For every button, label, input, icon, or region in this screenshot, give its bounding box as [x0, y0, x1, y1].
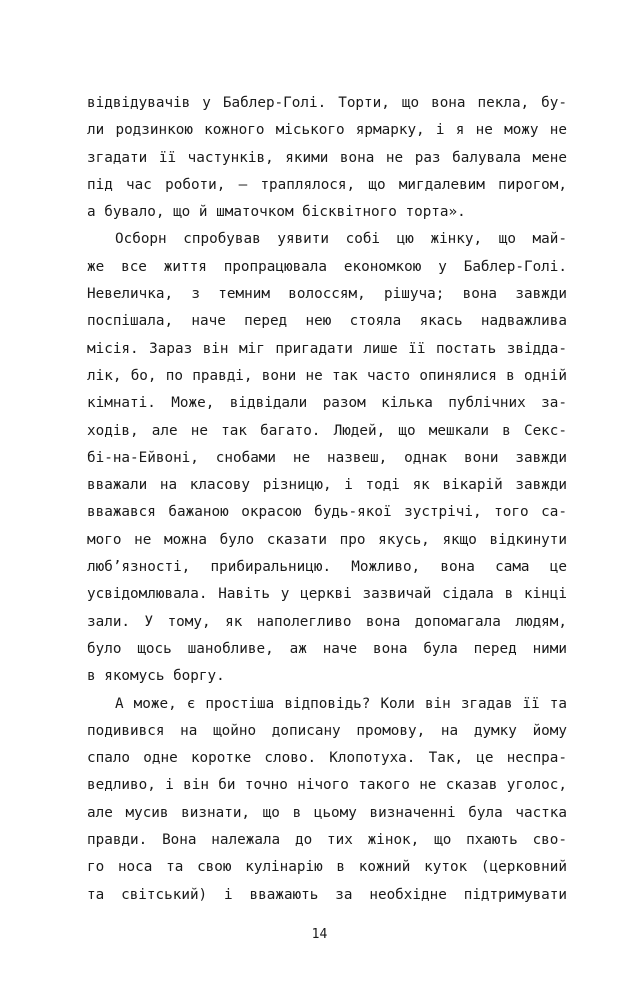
text-line: правди. Вона належала до тих жінок, що пхають сво-: [87, 832, 567, 849]
text-line: вважався бажаною окрасою будь-якої зустрічі, того са-: [87, 504, 567, 521]
text-line: відвідувачів у Баблер-Голі. Торти, що вона пекла, бу-: [87, 95, 567, 111]
text-line: спало одне коротке слово. Клопотуха. Так, це неспра-: [87, 750, 567, 767]
text-line: лік, бо, по правді, вони не так часто опинялися в одній: [87, 367, 567, 384]
text-line: усвідомлювала. Навіть у церкві зазвичай сідала в кінці: [87, 586, 567, 603]
text-line: го носа та свою кулінарію в кожний куток (церковний: [87, 859, 567, 876]
text-line: Осборн спробував уявити собі цю жінку, що май-: [115, 231, 567, 248]
text-line: А може, є простіша відповідь? Коли він згадав її та: [115, 695, 567, 712]
text-line: місія. Зараз він міг пригадати лише її постать звідда-: [87, 340, 567, 357]
text-line: ходів, але не так багато. Людей, що мешкали в Секс-: [87, 422, 567, 439]
text-line: було щось шанобливе, аж наче вона була перед ними: [87, 640, 567, 657]
text-line: поспішала, наче перед нею стояла якась надважлива: [87, 313, 567, 330]
text-line: під час роботи, — траплялося, що мигдалевим пирогом,: [87, 176, 567, 193]
text-line: та світський) і вважають за необхідне підтримувати: [87, 886, 567, 903]
text-line: кімнаті. Може, відвідали разом кілька публічних за-: [87, 395, 567, 412]
text-line: ведливо, і він би точно нічого такого не сказав уголос,: [87, 777, 567, 794]
text-line: вважали на класову різницю, і тоді як вікарій завжди: [87, 477, 567, 494]
text-line: подивився на щойно дописану промову, на думку йому: [87, 722, 567, 739]
text-line: бі-на-Ейвоні, снобами не назвеш, однак вони завжди: [87, 449, 567, 466]
text-line: але мусив визнати, що в цьому визначенні була частка: [87, 804, 567, 821]
text-line: люб’язності, прибиральницю. Можливо, вона сама це: [87, 559, 567, 576]
text-line: же все життя пропрацювала економкою у Баблер-Голі.: [87, 258, 567, 275]
text-line: Невеличка, з темним волоссям, рішуча; вона завжди: [87, 286, 567, 303]
text-line: мого не можна було сказати про якусь, якщо відкинути: [87, 531, 567, 548]
text-line: ли родзинкою кожного міського ярмарку, і я не можу не: [87, 122, 567, 139]
text-line: а бувало, що й шматочком бісквітного торта».: [87, 204, 466, 221]
text-line: згадати її частунків, якими вона не раз балувала мене: [87, 149, 567, 166]
page-number: 14: [311, 927, 328, 942]
body-text: [87, 90, 567, 909]
text-line: в якомусь боргу.: [87, 668, 225, 685]
text-line: зали. У тому, як наполегливо вона допомагала людям,: [87, 613, 567, 630]
